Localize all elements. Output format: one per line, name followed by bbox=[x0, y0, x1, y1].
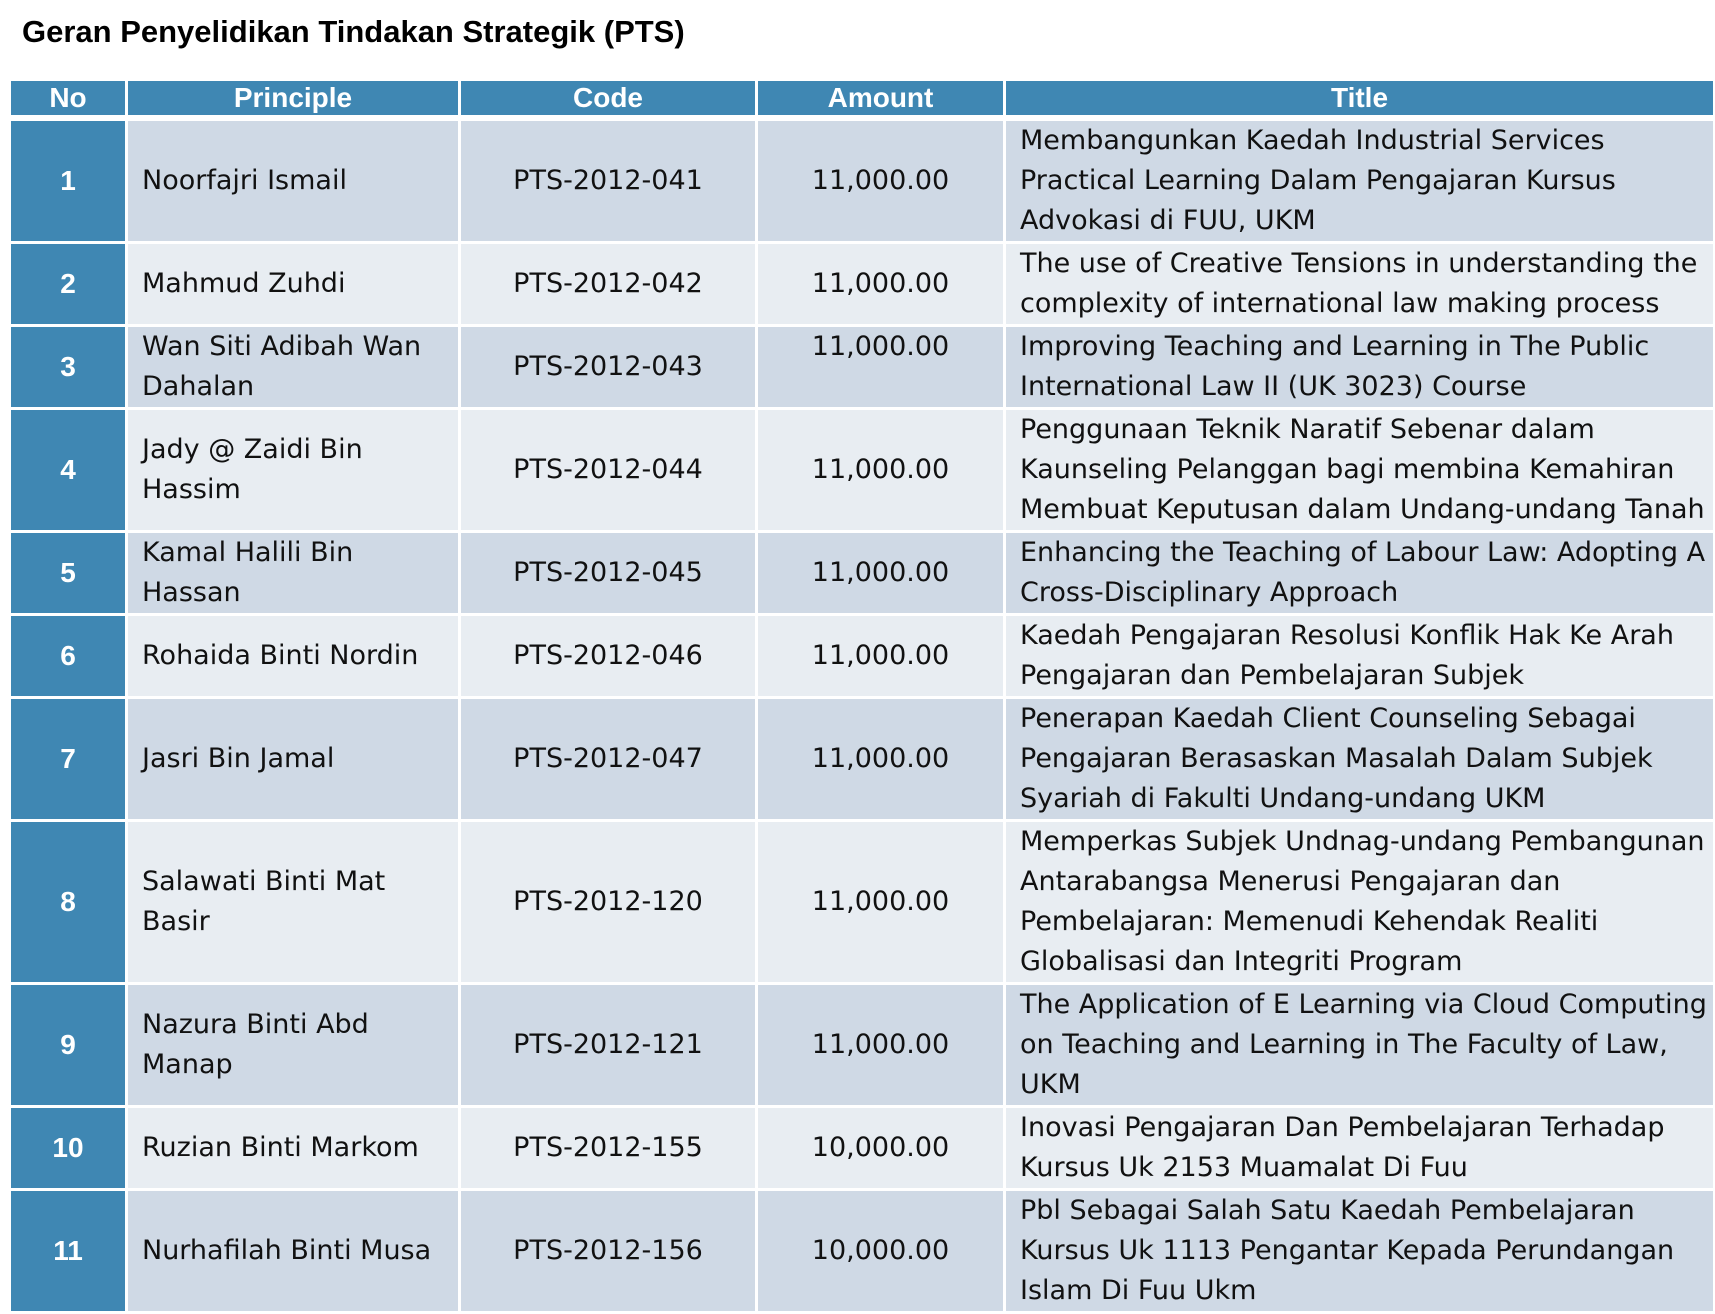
amount-cell: 11,000.00 bbox=[757, 118, 1005, 243]
row-number: 2 bbox=[10, 243, 127, 326]
title-cell: The Application of E Learning via Cloud Computing on Teaching and Learning in The Faculty of Law, UKM bbox=[1005, 984, 1715, 1107]
code-cell: PTS-2012-047 bbox=[460, 698, 757, 821]
amount-cell: 11,000.00 bbox=[757, 821, 1005, 984]
table-row bbox=[10, 1190, 1715, 1313]
amount-cell: 11,000.00 bbox=[757, 326, 1005, 409]
amount-cell: 11,000.00 bbox=[757, 532, 1005, 615]
title-cell: Pbl Sebagai Salah Satu Kaedah Pembelajaran Kursus Uk 1113 Pengantar Kepada Perundangan Islam Di Fuu Ukm bbox=[1005, 1190, 1715, 1313]
row-number: 9 bbox=[10, 984, 127, 1107]
amount-cell: 11,000.00 bbox=[757, 984, 1005, 1107]
page-title: Geran Penyelidikan Tindakan Strategik (PTS) bbox=[22, 14, 685, 49]
principle-cell: Nurhafilah Binti Musa bbox=[127, 1190, 460, 1313]
code-cell: PTS-2012-156 bbox=[460, 1190, 757, 1313]
principle-cell: Rohaida Binti Nordin bbox=[127, 615, 460, 698]
row-number: 3 bbox=[10, 326, 127, 409]
table-row bbox=[10, 326, 1715, 409]
code-cell: PTS-2012-046 bbox=[460, 615, 757, 698]
title-cell: Penggunaan Teknik Naratif Sebenar dalam Kaunseling Pelanggan bagi membina Kemahiran Membuat Keputusan dalam Undang-undang Tanah bbox=[1005, 409, 1715, 532]
principle-cell: Noorfajri Ismail bbox=[127, 118, 460, 243]
amount-cell: 10,000.00 bbox=[757, 1107, 1005, 1190]
row-number: 8 bbox=[10, 821, 127, 984]
table-row bbox=[10, 984, 1715, 1107]
table-row bbox=[10, 821, 1715, 984]
table-row bbox=[10, 243, 1715, 326]
code-cell: PTS-2012-155 bbox=[460, 1107, 757, 1190]
title-cell: Improving Teaching and Learning in The Public International Law II (UK 3023) Course bbox=[1005, 326, 1715, 409]
title-cell: Memperkas Subjek Undnag-undang Pembangunan Antarabangsa Menerusi Pengajaran dan Pembelajaran: Memenudi Kehendak Realiti Globalisasi dan Integriti Program bbox=[1005, 821, 1715, 984]
column-header-code: Code bbox=[460, 80, 757, 119]
table-row bbox=[10, 409, 1715, 532]
principle-cell: Salawati Binti Mat Basir bbox=[127, 821, 460, 984]
code-cell: PTS-2012-045 bbox=[460, 532, 757, 615]
table-header-row bbox=[10, 80, 1715, 119]
code-cell: PTS-2012-044 bbox=[460, 409, 757, 532]
code-cell: PTS-2012-041 bbox=[460, 118, 757, 243]
row-number: 1 bbox=[10, 118, 127, 243]
column-header-no: No bbox=[10, 80, 127, 119]
principle-cell: Mahmud Zuhdi bbox=[127, 243, 460, 326]
title-cell: The use of Creative Tensions in understanding the complexity of international law making process bbox=[1005, 243, 1715, 326]
row-number: 11 bbox=[10, 1190, 127, 1313]
principle-cell: Nazura Binti Abd Manap bbox=[127, 984, 460, 1107]
title-cell: Enhancing the Teaching of Labour Law: Adopting A Cross-Disciplinary Approach bbox=[1005, 532, 1715, 615]
grant-table bbox=[8, 78, 1715, 1314]
title-cell: Kaedah Pengajaran Resolusi Konflik Hak Ke Arah Pengajaran dan Pembelajaran Subjek bbox=[1005, 615, 1715, 698]
amount-cell: 11,000.00 bbox=[757, 698, 1005, 821]
row-number: 5 bbox=[10, 532, 127, 615]
code-cell: PTS-2012-043 bbox=[460, 326, 757, 409]
principle-cell: Wan Siti Adibah Wan Dahalan bbox=[127, 326, 460, 409]
table-row bbox=[10, 532, 1715, 615]
table-row bbox=[10, 1107, 1715, 1190]
amount-cell: 11,000.00 bbox=[757, 615, 1005, 698]
table-row bbox=[10, 615, 1715, 698]
principle-cell: Ruzian Binti Markom bbox=[127, 1107, 460, 1190]
amount-cell: 10,000.00 bbox=[757, 1190, 1005, 1313]
column-header-title: Title bbox=[1005, 80, 1715, 119]
row-number: 6 bbox=[10, 615, 127, 698]
title-cell: Penerapan Kaedah Client Counseling Sebagai Pengajaran Berasaskan Masalah Dalam Subjek Syariah di Fakulti Undang-undang UKM bbox=[1005, 698, 1715, 821]
principle-cell: Kamal Halili Bin Hassan bbox=[127, 532, 460, 615]
principle-cell: Jady @ Zaidi Bin Hassim bbox=[127, 409, 460, 532]
column-header-amount: Amount bbox=[757, 80, 1005, 119]
table-row bbox=[10, 118, 1715, 243]
code-cell: PTS-2012-042 bbox=[460, 243, 757, 326]
row-number: 7 bbox=[10, 698, 127, 821]
amount-cell: 11,000.00 bbox=[757, 409, 1005, 532]
table-row bbox=[10, 698, 1715, 821]
row-number: 4 bbox=[10, 409, 127, 532]
title-cell: Membangunkan Kaedah Industrial Services Practical Learning Dalam Pengajaran Kursus Advokasi di FUU, UKM bbox=[1005, 118, 1715, 243]
principle-cell: Jasri Bin Jamal bbox=[127, 698, 460, 821]
column-header-principle: Principle bbox=[127, 80, 460, 119]
amount-cell: 11,000.00 bbox=[757, 243, 1005, 326]
code-cell: PTS-2012-121 bbox=[460, 984, 757, 1107]
title-cell: Inovasi Pengajaran Dan Pembelajaran Terhadap Kursus Uk 2153 Muamalat Di Fuu bbox=[1005, 1107, 1715, 1190]
row-number: 10 bbox=[10, 1107, 127, 1190]
code-cell: PTS-2012-120 bbox=[460, 821, 757, 984]
